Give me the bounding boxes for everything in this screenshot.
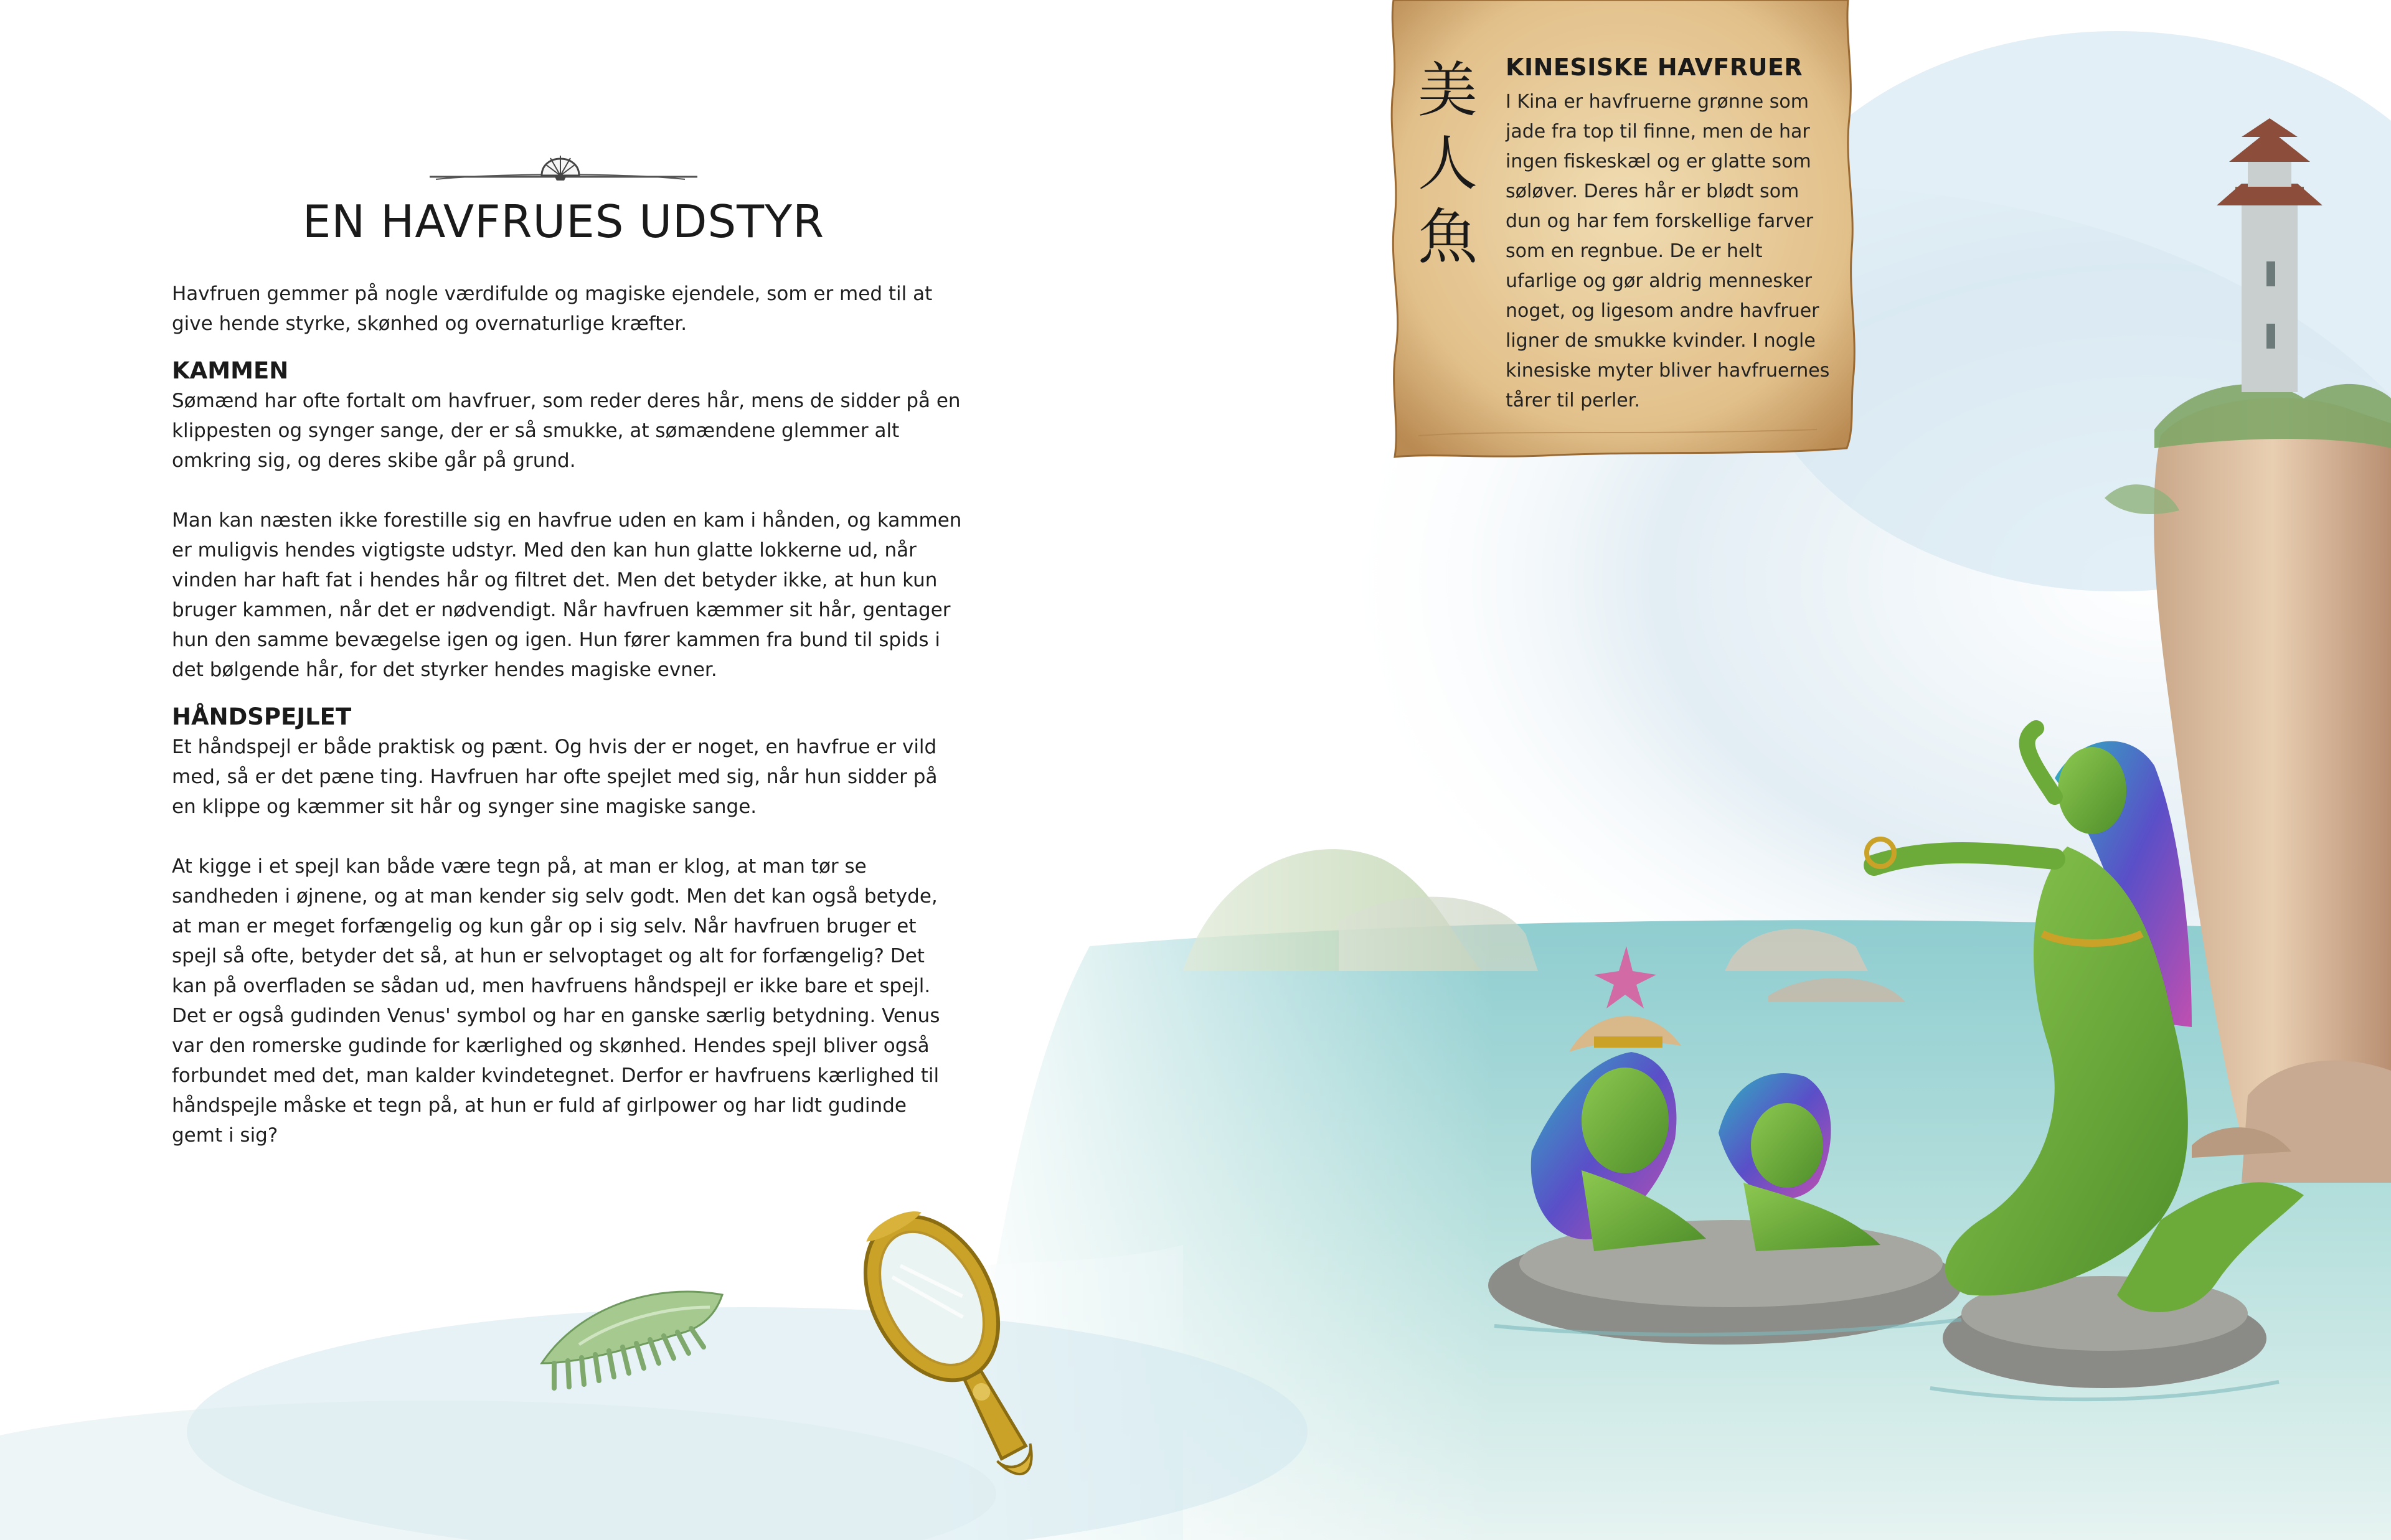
section-haandspejlet: [172, 702, 963, 1150]
shell-ornament-icon: [423, 141, 697, 184]
page-title: EN HAVFRUES UDSTYR: [302, 195, 825, 248]
chinese-characters: [1413, 54, 1482, 274]
comb-illustration: [529, 1270, 741, 1394]
body-paragraph: Et håndspejl er både praktisk og pænt. Og hvis der er noget, en havfrue er vild med, så er det pæne ting. Havfruen har ofte spejlet med sig, når hun sidder på en klippe og kæmmer sit hår og synger sine magiske sange.: [172, 736, 938, 818]
hanzi-char: 人: [1418, 129, 1478, 199]
section-kammen: [172, 356, 963, 685]
sidebar-body: I Kina er havfruerne grønne som jade fra top til finne, men de har ingen fiskeskæl og er glatte som søløver. Deres hår er blødt som dun og har fem forskellige farver som en regnbue. De er helt ufarlige og gør aldrig mennesker noget, og ligesom andre havfruer ligner de smukke kvinder. I nogle kinesiske myter bliver havfruernes tårer til perler.: [1506, 91, 1830, 411]
main-text-column: [172, 279, 963, 1150]
intro-paragraph: Havfruen gemmer på nogle værdifulde og magiske ejendele, som er med til at give hende styrke, skønhed og overnaturlige kræfter.: [172, 283, 933, 335]
body-paragraph: Sømænd har ofte fortalt om havfruer, som reder deres hår, mens de sidder på en klippesten og synger sange, der er så smukke, at sømændene glemmer alt omkring sig, og deres skibe går på grund.: [172, 390, 961, 472]
section-heading: KAMMEN: [172, 357, 289, 384]
hand-mirror-illustration: [822, 1201, 1102, 1513]
hanzi-char: 美: [1418, 55, 1478, 125]
hanzi-char: 魚: [1418, 202, 1478, 272]
body-paragraph: Man kan næsten ikke forestille sig en havfrue uden en kam i hånden, og kammen er muligvis hendes vigtigste udstyr. Med den kan hun glatte lokkerne ud, når vinden har haft fat i hendes hår og filtret det. Men det betyder ikke, at hun kun bruger kammen, når det er nødvendigt. Når havfruen kæmmer sit hår, gentager hun den samme bevægelse igen og igen. Hun fører kammen fra bund til spids i det bølgende hår, for det styrker hendes magiske evner.: [172, 509, 962, 681]
body-paragraph: At kigge i et spejl kan både være tegn på, at man er klog, at man tør se sandheden i øjnene, og at man kender sig selv godt. Men det kan også betyde, at man er meget forfængelig og kun går op i sig selv. Når havfruen bruger et spejl så ofte, betyder det så, at hun er selvoptaget og alt for forfængelig? Det kan på overfladen se sådan ud, men havfruens håndspejl er ikke bare et spejl. Det er også gudinden Venus' symbol og har en ganske særlig betydning. Venus var den romerske gudinde for kærlighed og skønhed. Hendes spejl bliver også forbundet med det, man kalder kvindetegnet. Derfor er havfruens kærlighed til håndspejle måske et tegn på, at hun er fuld af girlpower og har lidt gudinde gemt i sig?: [172, 855, 940, 1147]
sidebar-title: KINESISKE HAVFRUER: [1506, 54, 1803, 81]
section-heading: HÅNDSPEJLET: [172, 703, 352, 730]
